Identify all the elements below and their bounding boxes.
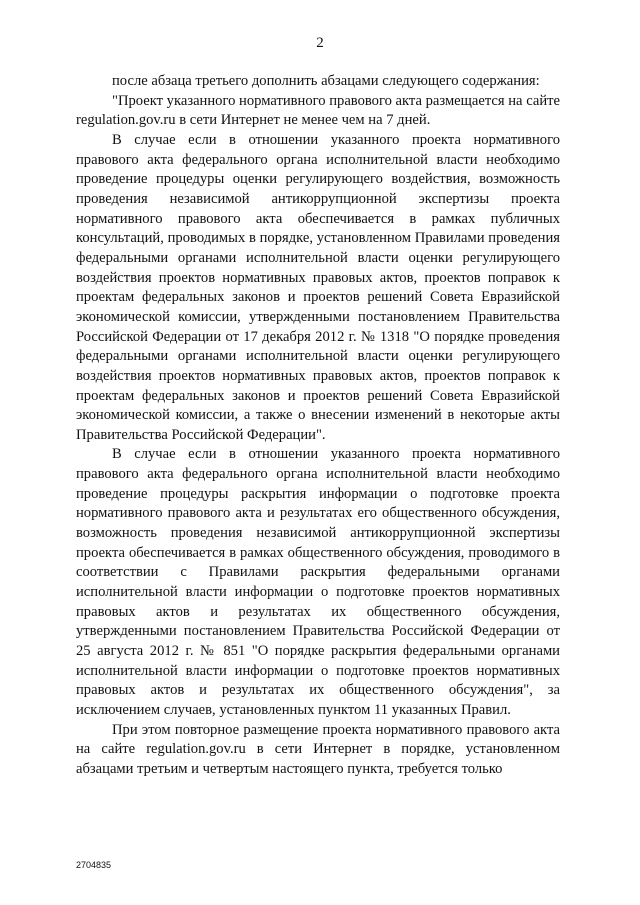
paragraph-placement-period: "Проект указанного нормативного правового акта размещается на сайте regulation.gov.ru в сети Интернет не менее чем на 7 дней. <box>76 92 560 129</box>
paragraph-regulatory-impact: В случае если в отношении указанного проекта нормативного правового акта федерального органа исполнительной власти необходимо проведение процедуры оценки регулирующего воздействия, возможность проведения независимой антикоррупционной экспертизы проекта нормативного правового акта обеспечивается в рамках публичных консультаций, проводимых в порядке, установленном Правилами проведения федеральными органами исполнительной власти оценки регулирующего воздействия проектов нормативных правовых актов, проектов поправок к проектам федеральных законов и проектов решений Совета Евразийской экономической комиссии, утвержденными постановлением Правительства Российской Федерации от 17 декабря 2012 г. № 1318 "О порядке проведения федеральными органами исполнительной власти оценки регулирующего воздействия проектов нормативных правовых актов, проектов поправок к проектам федеральных законов и проектов решений Совета Евразийской экономической комиссии, а также о внесении изменений в некоторые акты Правительства Российской Федерации". <box>76 131 560 443</box>
paragraph-information-disclosure: В случае если в отношении указанного проекта нормативного правового акта федерального органа исполнительной власти необходимо проведение процедуры раскрытия информации о подготовке проекта нормативного правового акта и результатах его общественного обсуждения, возможность проведения независимой антикоррупционной экспертизы проекта обеспечивается в рамках общественного обсуждения, проводимого в соответствии с Правилами раскрытия федеральными органами исполнительной власти информации о подготовке проектов нормативных правовых актов и результатах их общественного обсуждения, утвержденными постановлением Правительства Российской Федерации от 25 августа 2012 г. № 851 "О порядке раскрытия федеральными органами исполнительной власти информации о подготовке проектов нормативных правовых актов и результатах их общественного обсуждения", за исключением случаев, установленных пунктом 11 указанных Правил. <box>76 446 560 718</box>
paragraph-repeat-placement: При этом повторное размещение проекта нормативного правового акта на сайте regulation.gov.ru в сети Интернет в порядке, установленном абзацами третьим и четвертым настоящего пункта, требуется только <box>76 721 560 777</box>
page-number: 2 <box>316 35 324 51</box>
paragraph-intro: после абзаца третьего дополнить абзацами следующего содержания: <box>112 73 540 89</box>
document-body <box>76 72 560 780</box>
document-code: 2704835 <box>76 860 112 870</box>
